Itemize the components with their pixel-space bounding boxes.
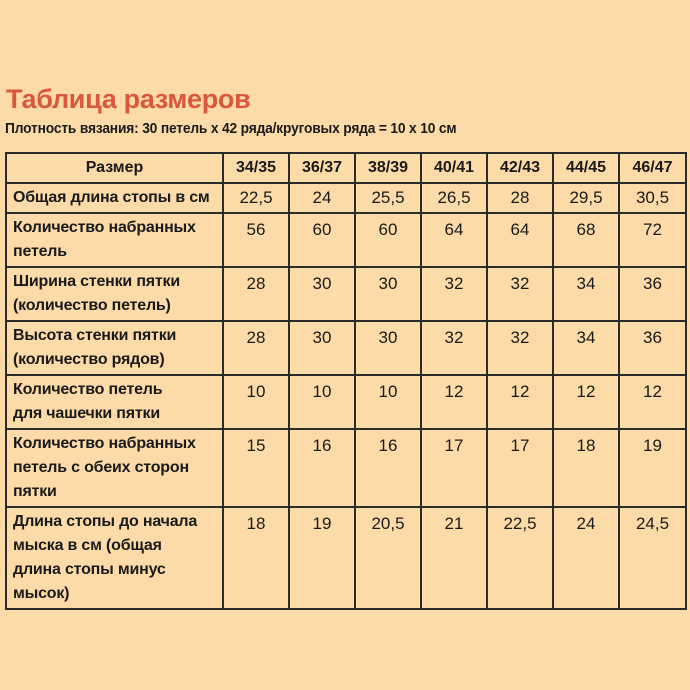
cell-value: 22,5 [487,507,553,609]
cell-value: 29,5 [553,183,619,213]
cell-value: 25,5 [355,183,421,213]
header-size-3: 38/39 [355,153,421,183]
row-label-line: (количество рядов) [13,351,165,368]
row-label-line: петель с обеих сторон [13,459,189,476]
cell-value: 28 [223,267,289,321]
row-label [6,321,223,375]
cell-value: 72 [619,213,686,267]
row-label [6,267,223,321]
row-label-line: петель [13,243,67,260]
table-row [6,267,686,321]
row-label [6,213,223,267]
cell-value: 10 [289,375,355,429]
cell-value: 32 [421,321,487,375]
table-row [6,183,686,213]
row-label [6,429,223,507]
row-label-line: Количество набранных [13,435,196,452]
cell-value: 20,5 [355,507,421,609]
cell-value: 21 [421,507,487,609]
cell-value: 12 [421,375,487,429]
row-label-line: Высота стенки пятки [13,327,177,344]
cell-value: 30 [355,321,421,375]
row-label-line: длина стопы минус [13,561,166,578]
cell-value: 30 [289,267,355,321]
row-label [6,183,223,213]
cell-value: 56 [223,213,289,267]
cell-value: 26,5 [421,183,487,213]
cell-value: 36 [619,267,686,321]
cell-value: 15 [223,429,289,507]
row-label-line: (количество петель) [13,297,171,314]
header-size-6: 44/45 [553,153,619,183]
table-row [6,429,686,507]
cell-value: 18 [553,429,619,507]
cell-value: 10 [223,375,289,429]
header-size-label: Размер [6,153,223,183]
cell-value: 32 [487,321,553,375]
cell-value: 12 [553,375,619,429]
cell-value: 30 [355,267,421,321]
row-label-line: Длина стопы до начала [13,513,198,530]
row-label-line: для чашечки пятки [13,405,160,422]
header-size-1: 34/35 [223,153,289,183]
knitting-density-note: Плотность вязания: 30 петель х 42 ряда/круговых ряда = 10 х 10 см [5,120,457,137]
cell-value: 36 [619,321,686,375]
cell-value: 12 [619,375,686,429]
cell-value: 10 [355,375,421,429]
size-table [5,152,687,610]
cell-value: 28 [223,321,289,375]
cell-value: 16 [355,429,421,507]
row-label-line: мысок) [13,585,70,602]
cell-value: 19 [619,429,686,507]
cell-value: 16 [289,429,355,507]
cell-value: 60 [355,213,421,267]
row-label-line: мыска в см (общая [13,537,162,554]
cell-value: 24 [553,507,619,609]
table-row [6,375,686,429]
table-row [6,213,686,267]
cell-value: 24,5 [619,507,686,609]
cell-value: 12 [487,375,553,429]
table-row [6,321,686,375]
header-size-7: 46/47 [619,153,686,183]
header-size-5: 42/43 [487,153,553,183]
cell-value: 18 [223,507,289,609]
header-size-4: 40/41 [421,153,487,183]
row-label-line: Количество набранных [13,219,196,236]
row-label-line: Ширина стенки пятки [13,273,180,290]
cell-value: 64 [487,213,553,267]
cell-value: 24 [289,183,355,213]
header-size-2: 36/37 [289,153,355,183]
cell-value: 60 [289,213,355,267]
cell-value: 30,5 [619,183,686,213]
row-label [6,507,223,609]
cell-value: 30 [289,321,355,375]
table-row [6,507,686,609]
cell-value: 68 [553,213,619,267]
cell-value: 17 [421,429,487,507]
row-label-line: Общая длина стопы в см [13,189,210,206]
row-label [6,375,223,429]
cell-value: 34 [553,321,619,375]
page-title: Таблица размеров [6,84,251,114]
cell-value: 34 [553,267,619,321]
cell-value: 64 [421,213,487,267]
cell-value: 19 [289,507,355,609]
row-label-line: пятки [13,483,57,500]
cell-value: 28 [487,183,553,213]
cell-value: 32 [421,267,487,321]
cell-value: 32 [487,267,553,321]
row-label-line: Количество петель [13,381,163,398]
cell-value: 22,5 [223,183,289,213]
cell-value: 17 [487,429,553,507]
table-header-row [6,153,686,183]
